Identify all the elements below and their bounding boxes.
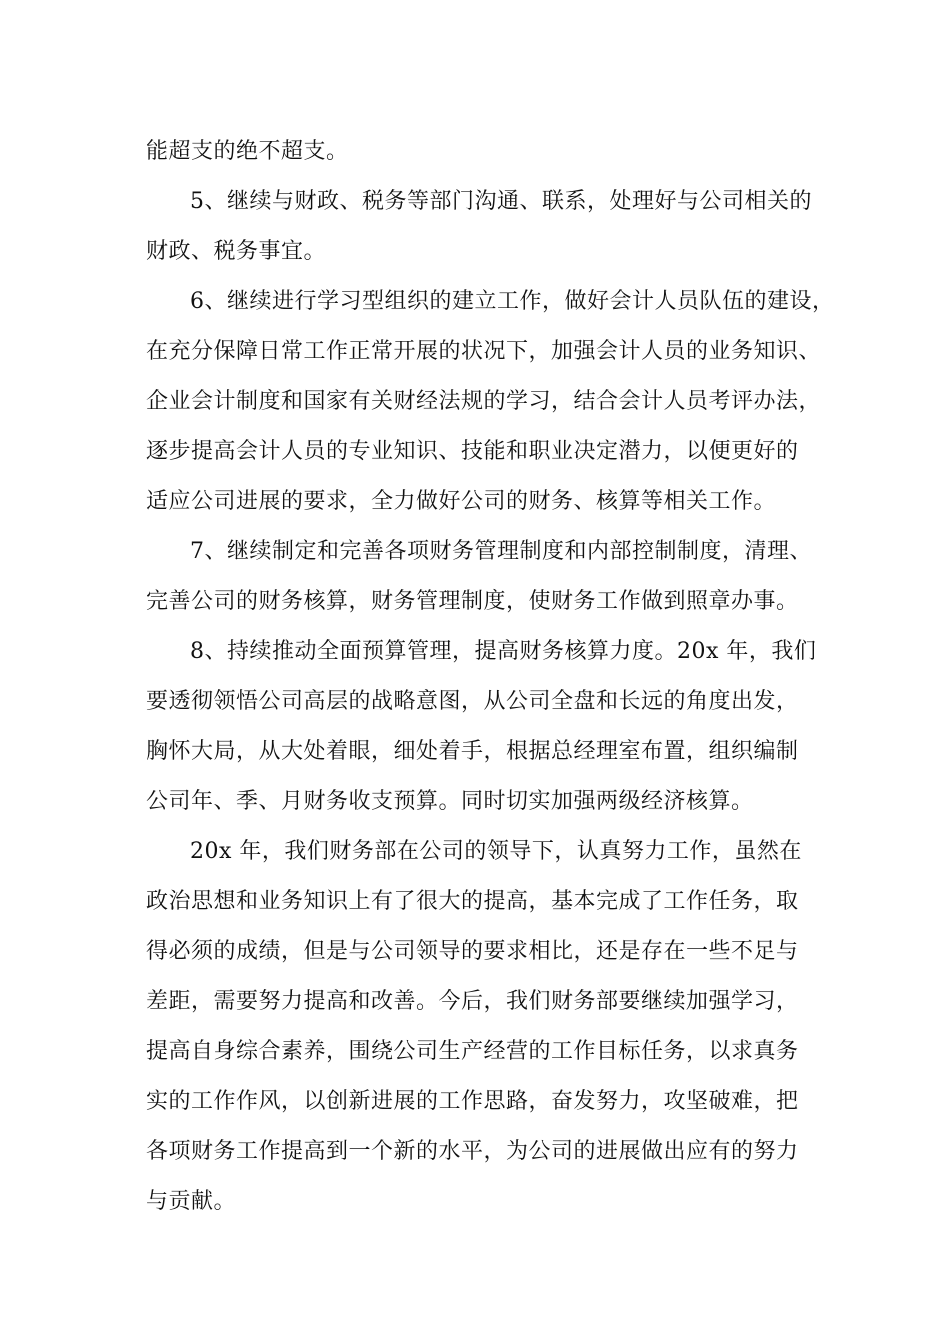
text-line: 实的工作作风，以创新进展的工作思路，奋发努力，攻坚破难，把 <box>146 1089 799 1114</box>
text-line: 能超支的绝不超支。 <box>146 139 349 164</box>
text-line: 在充分保障日常工作正常开展的状况下，加强会计人员的业务知识、 <box>146 339 822 364</box>
text-line: 公司年、季、月财务收支预算。同时切实加强两级经济核算。 <box>146 789 754 814</box>
text-line: 要透彻领悟公司高层的战略意图，从公司全盘和长远的角度出发， <box>146 689 799 714</box>
text-line: 20x 年，我们财务部在公司的领导下，认真努力工作，虽然在 <box>190 839 802 864</box>
text-line: 各项财务工作提高到一个新的水平，为公司的进展做出应有的努力 <box>146 1139 799 1164</box>
text-line: 与贡献。 <box>146 1189 237 1214</box>
text-line: 5、继续与财政、税务等部门沟通、联系，处理好与公司相关的 <box>190 189 812 214</box>
text-line: 逐步提高会计人员的专业知识、技能和职业决定潜力，以便更好的 <box>146 439 799 464</box>
text-line: 财政、税务事宜。 <box>146 239 327 264</box>
text-line: 7、继续制定和完善各项财务管理制度和内部控制制度，清理、 <box>190 539 812 564</box>
text-line: 6、继续进行学习型组织的建立工作，做好会计人员队伍的建设， <box>190 289 835 314</box>
text-line: 8、持续推动全面预算管理，提高财务核算力度。20x 年，我们 <box>190 639 817 664</box>
text-line: 政治思想和业务知识上有了很大的提高，基本完成了工作任务，取 <box>146 889 799 914</box>
text-line: 适应公司进展的要求，全力做好公司的财务、核算等相关工作。 <box>146 489 777 514</box>
text-line: 差距，需要努力提高和改善。今后，我们财务部要继续加强学习， <box>146 989 799 1014</box>
text-line: 企业会计制度和国家有关财经法规的学习，结合会计人员考评办法， <box>146 389 822 414</box>
text-line: 得必须的成绩，但是与公司领导的要求相比，还是存在一些不足与 <box>146 939 799 964</box>
text-line: 提高自身综合素养，围绕公司生产经营的工作目标任务，以求真务 <box>146 1039 799 1064</box>
text-line: 胸怀大局，从大处着眼，细处着手，根据总经理室布置，组织编制 <box>146 739 799 764</box>
text-line: 完善公司的财务核算，财务管理制度，使财务工作做到照章办事。 <box>146 589 799 614</box>
